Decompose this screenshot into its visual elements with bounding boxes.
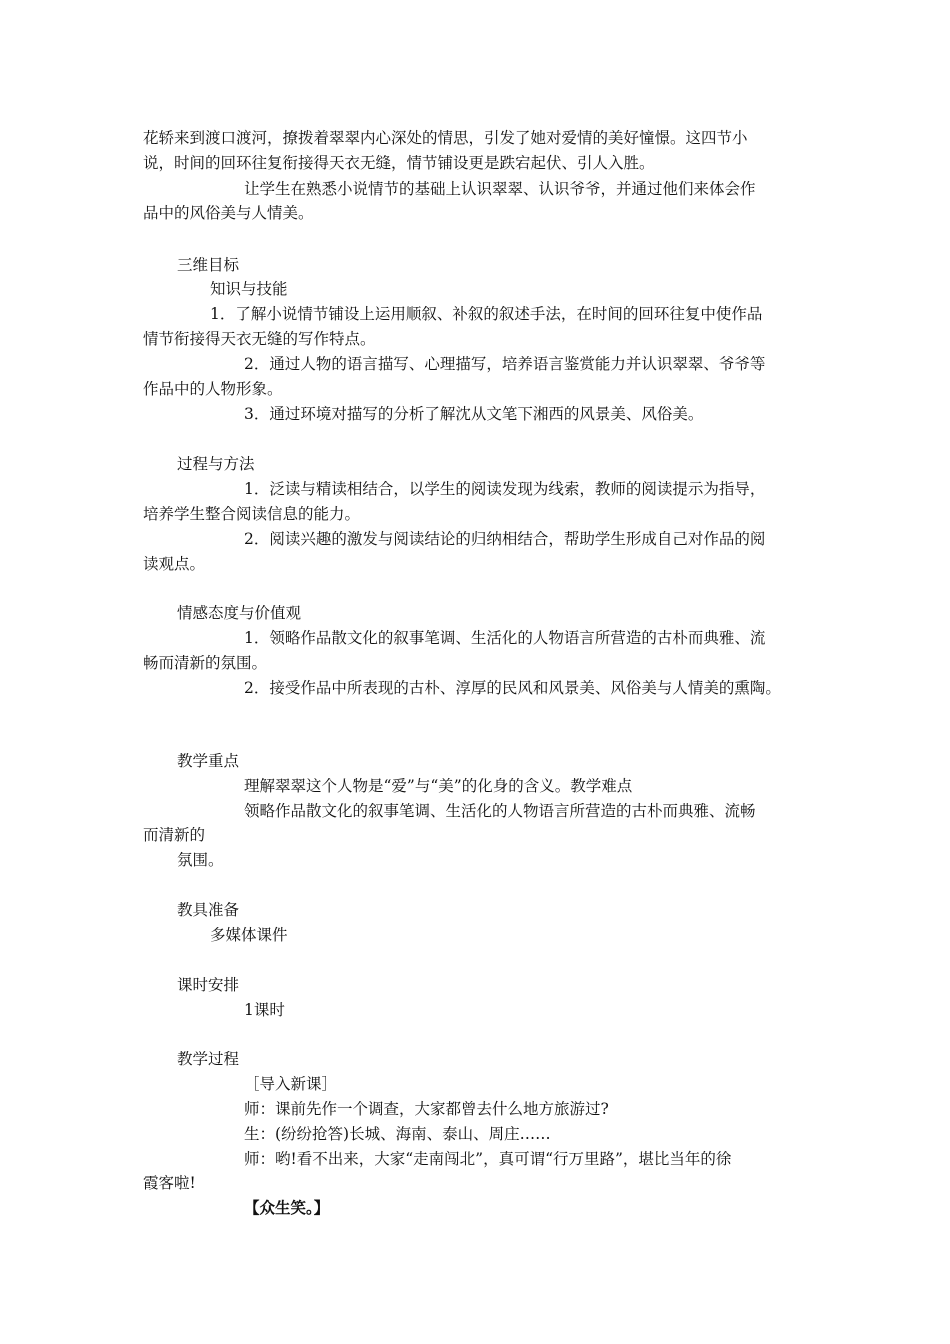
process-line: 霞客啦! <box>143 1174 196 1192</box>
keypoint-line: 氛围。 <box>177 851 224 869</box>
subheading-emotion: 情感态度与价值观 <box>177 604 302 622</box>
subheading-process: 过程与方法 <box>177 455 255 473</box>
keypoint-line: 而清新的 <box>143 826 206 844</box>
process-line: 生：(纷纷抢答)长城、海南、泰山、周庄…… <box>244 1125 551 1143</box>
section-heading-keypoints: 教学重点 <box>177 752 240 770</box>
process-line: 师：哟!看不出来，大家“走南闯北”，真可谓“行万里路”，堪比当年的徐 <box>244 1150 732 1168</box>
intro-line: 品中的风俗美与人情美。 <box>143 204 314 222</box>
goal-item: 1．泛读与精读相结合，以学生的阅读发现为线索，教师的阅读提示为指导， <box>244 480 766 498</box>
section-heading-tools: 教具准备 <box>177 901 240 919</box>
process-line: 师：课前先作一个调查，大家都曾去什么地方旅游过? <box>244 1100 609 1118</box>
goal-item: 畅而清新的氛围。 <box>143 654 268 672</box>
tools-content: 多媒体课件 <box>210 926 288 944</box>
goal-item: 2．接受作品中所表现的古朴、淳厚的民风和风景美、风俗美与人情美的熏陶。 <box>244 679 781 697</box>
keypoint-line: 领略作品散文化的叙事笔调、生活化的人物语言所营造的古朴而典雅、流畅 <box>244 802 756 820</box>
goal-item: 情节衔接得天衣无缝的写作特点。 <box>143 330 376 348</box>
section-heading-process: 教学过程 <box>177 1050 240 1068</box>
process-line: ［导入新课］ <box>244 1075 338 1093</box>
goal-item: 1．了解小说情节铺设上运用顺叙、补叙的叙述手法，在时间的回环往复中使作品 <box>210 305 763 323</box>
keypoint-line: 理解翠翠这个人物是“爱”与“美”的化身的含义。教学难点 <box>244 777 633 795</box>
goal-item: 2．通过人物的语言描写、心理描写，培养语言鉴赏能力并认识翠翠、爷爷等 <box>244 355 766 373</box>
subheading-knowledge: 知识与技能 <box>210 280 288 298</box>
process-line: 【众生笑。】 <box>244 1198 330 1217</box>
intro-line: 让学生在熟悉小说情节的基础上认识翠翠、认识爷爷，并通过他们来体会作 <box>244 180 756 198</box>
intro-line: 花轿来到渡口渡河，撩拨着翠翠内心深处的情思，引发了她对爱情的美好憧憬。这四节小 <box>143 129 748 147</box>
goal-item: 2．阅读兴趣的激发与阅读结论的归纳相结合，帮助学生形成自己对作品的阅 <box>244 530 766 548</box>
goal-item: 作品中的人物形象。 <box>143 380 283 398</box>
schedule-content: 1课时 <box>244 1001 285 1019</box>
intro-line: 说，时间的回环往复衔接得天衣无缝，情节铺设更是跌宕起伏、引人入胜。 <box>143 154 655 172</box>
goal-item: 培养学生整合阅读信息的能力。 <box>143 505 361 523</box>
goal-item: 1．领略作品散文化的叙事笔调、生活化的人物语言所营造的古朴而典雅、流 <box>244 629 766 647</box>
section-heading-goals: 三维目标 <box>177 256 240 274</box>
goal-item: 读观点。 <box>143 555 206 573</box>
section-heading-schedule: 课时安排 <box>177 976 240 994</box>
goal-item: 3．通过环境对描写的分析了解沈从文笔下湘西的风景美、风俗美。 <box>244 405 704 423</box>
